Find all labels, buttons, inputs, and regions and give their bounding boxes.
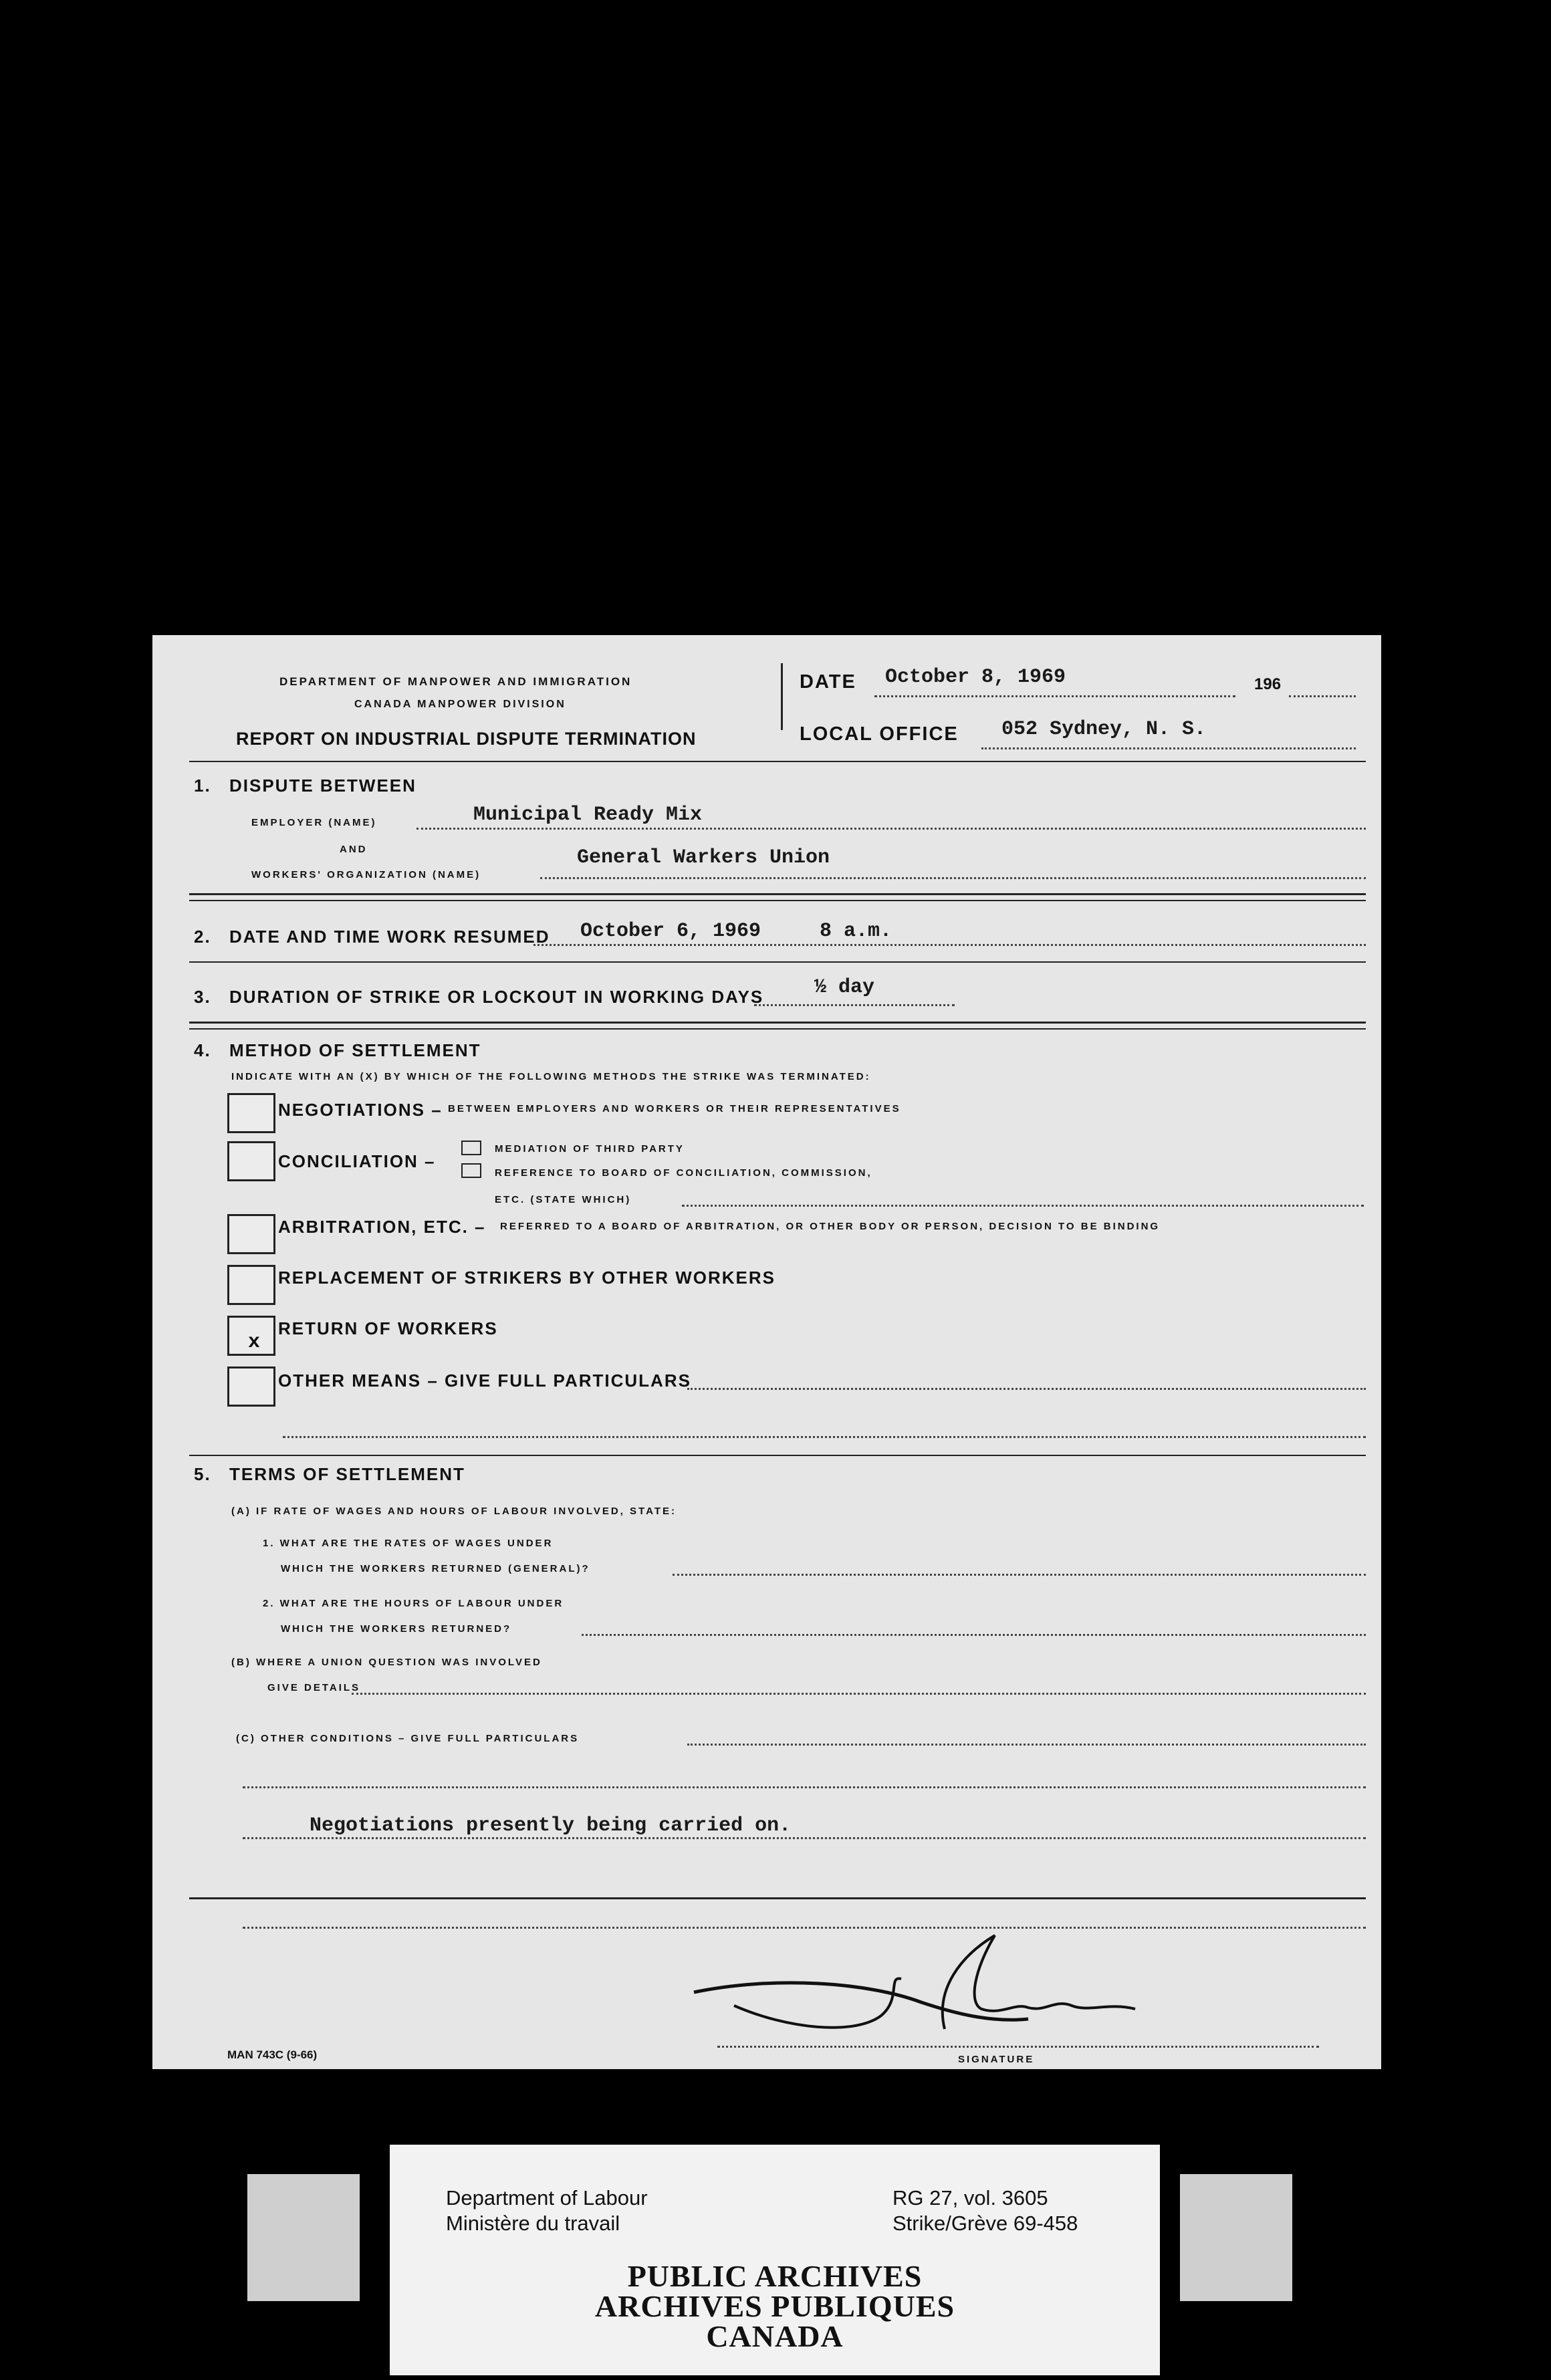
other-means-checkbox[interactable]: [227, 1366, 275, 1407]
record-group-ref: RG 27, vol. 3605: [892, 2186, 1048, 2210]
form-code: MAN 743C (9-66): [227, 2048, 318, 2061]
resumed-date-value: October 6, 1969: [580, 920, 761, 943]
method-instruction: INDICATE WITH AN (X) BY WHICH OF THE FOLLOWING METHODS THE STRIKE WAS TERMINATED:: [231, 1071, 871, 1082]
terms-b-line2: GIVE DETAILS: [267, 1682, 361, 1693]
mediation-checkbox[interactable]: [461, 1141, 481, 1155]
and-label: AND: [340, 844, 368, 855]
date-label: DATE: [800, 671, 856, 693]
section5-number: 5.: [194, 1464, 211, 1484]
replacement-label: REPLACEMENT OF STRIKERS BY OTHER WORKERS: [278, 1268, 776, 1288]
signature-mark: [681, 1929, 1215, 2049]
left-clip-tab: [247, 2174, 360, 2301]
employer-label: EMPLOYER (NAME): [251, 817, 377, 828]
workers-org-value: General Warkers Union: [577, 846, 830, 869]
board-reference-label: REFERENCE TO BOARD OF CONCILIATION, COMMISSION,: [495, 1167, 872, 1179]
terms-c-label: (C) OTHER CONDITIONS – GIVE FULL PARTICULARS: [236, 1733, 580, 1744]
arbitration-label: ARBITRATION, ETC. –: [278, 1217, 486, 1237]
terms-a2-line2: WHICH THE WORKERS RETURNED?: [281, 1623, 512, 1635]
board-reference-checkbox[interactable]: [461, 1163, 481, 1178]
section4-heading: METHOD OF SETTLEMENT: [229, 1040, 481, 1060]
return-label: RETURN OF WORKERS: [278, 1318, 498, 1338]
arbitration-detail: REFERRED TO A BOARD OF ARBITRATION, OR OTHER BODY OR PERSON, DECISION TO BE BINDING: [500, 1221, 1161, 1232]
duration-value: ½ day: [814, 976, 875, 999]
conciliation-label: CONCILIATION –: [278, 1151, 436, 1171]
terms-b-line1: (B) WHERE A UNION QUESTION WAS INVOLVED: [231, 1657, 542, 1668]
right-clip-tab: [1180, 2174, 1292, 2301]
replacement-checkbox[interactable]: [227, 1265, 275, 1305]
section4-number: 4.: [194, 1040, 211, 1060]
terms-a2-line1: 2. WHAT ARE THE HOURS OF LABOUR UNDER: [263, 1598, 564, 1609]
mediation-label: MEDIATION OF THIRD PARTY: [495, 1143, 685, 1155]
local-office-value: 052 Sydney, N. S.: [1001, 718, 1207, 741]
division-name: CANADA MANPOWER DIVISION: [354, 699, 566, 710]
duration-label: DURATION OF STRIKE OR LOCKOUT IN WORKING DAYS: [229, 987, 764, 1007]
state-which-label: ETC. (STATE WHICH): [495, 1194, 632, 1205]
strike-number: Strike/Grève 69-458: [892, 2212, 1078, 2235]
resumed-label: DATE AND TIME WORK RESUMED: [229, 927, 550, 947]
employer-value: Municipal Ready Mix: [473, 804, 703, 826]
terms-a1-line2: WHICH THE WORKERS RETURNED (GENERAL)?: [281, 1563, 590, 1574]
dispute-form: [152, 635, 1381, 2069]
signature-label: SIGNATURE: [958, 2054, 1035, 2065]
department-name: DEPARTMENT OF MANPOWER AND IMMIGRATION: [279, 675, 632, 688]
arbitration-checkbox[interactable]: [227, 1214, 275, 1254]
terms-a-label: (A) IF RATE OF WAGES AND HOURS OF LABOUR INVOLVED, STATE:: [231, 1506, 677, 1517]
local-office-label: LOCAL OFFICE: [800, 723, 959, 745]
archives-line1: PUBLIC ARCHIVES: [627, 2259, 923, 2293]
return-x-mark: x: [248, 1331, 261, 1354]
negotiations-detail: BETWEEN EMPLOYERS AND WORKERS OR THEIR REPRESENTATIVES: [448, 1103, 901, 1114]
date-value: October 8, 1969: [885, 666, 1066, 689]
section1-number: 1.: [194, 776, 211, 796]
negotiations-checkbox[interactable]: [227, 1093, 275, 1133]
header-divider: [781, 663, 783, 730]
form-title: REPORT ON INDUSTRIAL DISPUTE TERMINATION: [236, 729, 697, 749]
section3-number: 3.: [194, 987, 211, 1007]
conciliation-checkbox[interactable]: [227, 1141, 275, 1181]
other-means-label: OTHER MEANS – GIVE FULL PARTICULARS: [278, 1371, 691, 1391]
archives-line3: CANADA: [706, 2319, 844, 2353]
archives-line2: ARCHIVES PUBLIQUES: [594, 2289, 955, 2323]
resumed-time-value: 8 a.m.: [820, 920, 892, 943]
terms-a1-line1: 1. WHAT ARE THE RATES OF WAGES UNDER: [263, 1538, 554, 1549]
return-checkbox[interactable]: [227, 1316, 275, 1356]
archive-label-strip: [390, 2145, 1160, 2375]
year-prefix: 196: [1254, 675, 1282, 693]
section5-heading: TERMS OF SETTLEMENT: [229, 1464, 465, 1484]
section1-heading: DISPUTE BETWEEN: [229, 776, 416, 796]
workers-org-label: WORKERS' ORGANIZATION (NAME): [251, 869, 481, 880]
negotiations-label: NEGOTIATIONS –: [278, 1100, 443, 1120]
dept-en: Department of Labour: [446, 2186, 648, 2210]
dept-fr: Ministère du travail: [446, 2212, 620, 2235]
section2-number: 2.: [194, 927, 211, 947]
terms-c-value: Negotiations presently being carried on.: [310, 1814, 792, 1837]
